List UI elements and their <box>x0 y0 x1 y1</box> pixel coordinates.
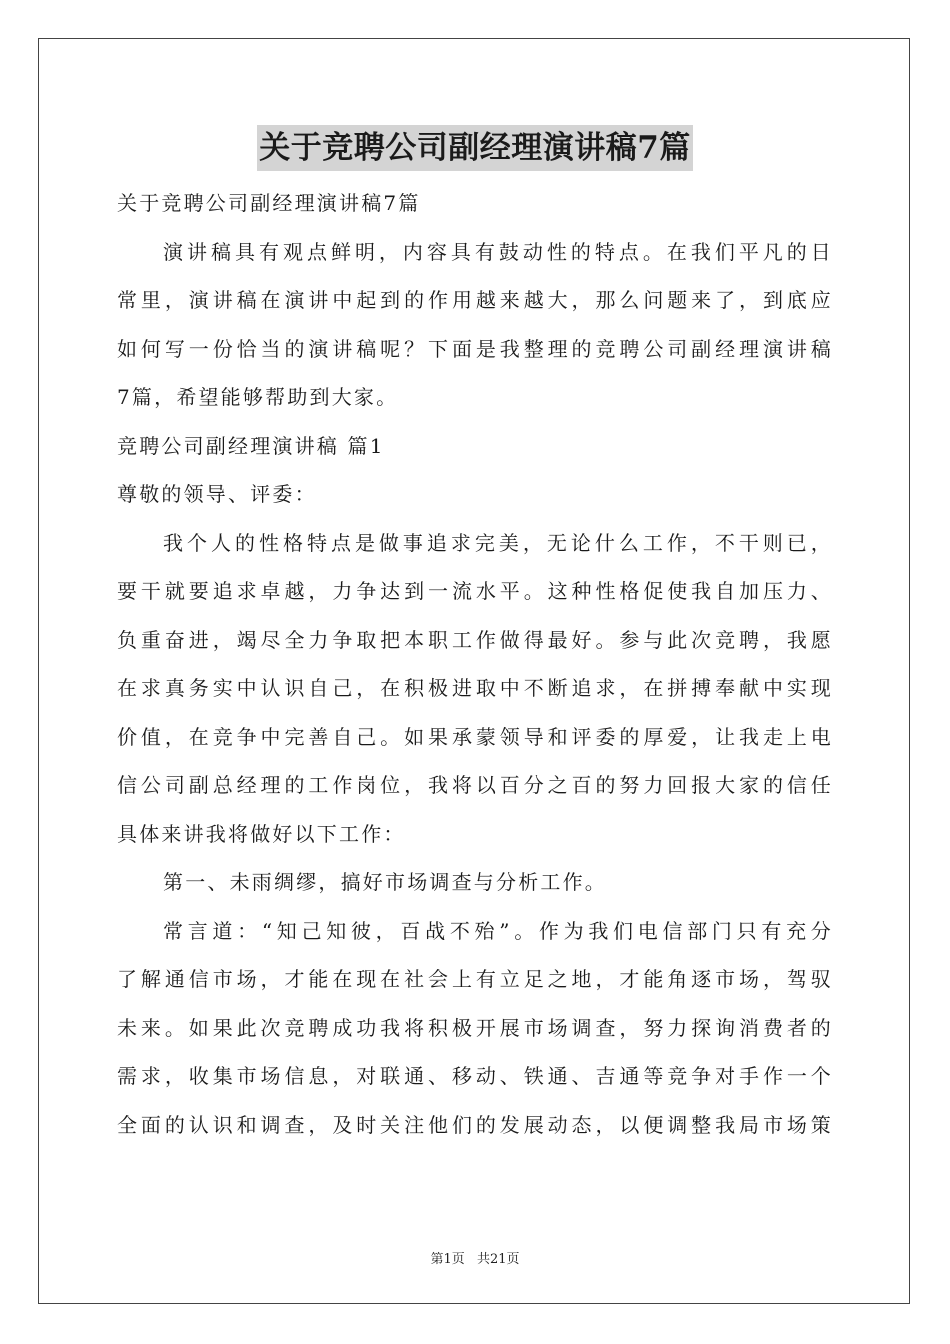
paragraph-line: 在求真务实中认识自己，在积极进取中不断追求，在拼搏奉献中实现 <box>117 676 833 700</box>
paragraph-line: 我个人的性格特点是做事追求完美，无论什么工作，不干则已， <box>163 530 833 555</box>
subtitle-line: 关于竞聘公司副经理演讲稿7篇 <box>117 191 421 215</box>
page-number: 第1页 <box>430 1252 465 1267</box>
paragraph-line: 常里，演讲稿在演讲中起到的作用越来越大，那么问题来了，到底应 <box>117 288 833 312</box>
title-container <box>117 125 833 173</box>
paragraph-line: 具体来讲我将做好以下工作： <box>117 821 406 846</box>
paragraph-line: 未来。如果此次竞聘成功我将积极开展市场调查，努力探询消费者的 <box>117 1015 833 1040</box>
paragraph-line: 7篇，希望能够帮助到大家。 <box>117 385 399 409</box>
paragraph-line: 要干就要追求卓越，力争达到一流水平。这种性格促使我自加压力、 <box>117 579 833 603</box>
paragraph-line: 价值，在竞争中完善自己。如果承蒙领导和评委的厚爱，让我走上电 <box>117 724 833 749</box>
point-heading: 第一、未雨绸缪，搞好市场调查与分析工作。 <box>163 870 607 894</box>
paragraph-line: 了解通信市场，才能在现在社会上有立足之地，才能角逐市场，驾驭 <box>117 967 833 991</box>
paragraph-line: 信公司副总经理的工作岗位，我将以百分之百的努力回报大家的信任 <box>117 773 833 797</box>
page-total: 共21页 <box>476 1252 520 1267</box>
paragraph-line: 需求，收集市场信息，对联通、移动、铁通、吉通等竞争对手作一个 <box>117 1064 833 1088</box>
document-body <box>117 125 833 1149</box>
section-heading: 竞聘公司副经理演讲稿 篇1 <box>117 433 385 458</box>
paragraph-line: 常言道：“知己知彼，百战不殆”。作为我们电信部门只有充分 <box>163 918 833 943</box>
paragraph-line: 如何写一份恰当的演讲稿呢？下面是我整理的竞聘公司副经理演讲稿 <box>117 336 833 361</box>
paragraph-line: 全面的认识和调查，及时关注他们的发展动态，以便调整我局市场策 <box>117 1112 833 1137</box>
paragraph-line: 负重奋进，竭尽全力争取把本职工作做得最好。参与此次竞聘，我愿 <box>117 627 833 652</box>
document-title: 关于竞聘公司副经理演讲稿7篇 <box>257 125 693 171</box>
paragraph-line: 演讲稿具有观点鲜明，内容具有鼓动性的特点。在我们平凡的日 <box>163 239 833 264</box>
salutation: 尊敬的领导、评委： <box>117 482 317 506</box>
page-footer <box>0 1248 950 1267</box>
